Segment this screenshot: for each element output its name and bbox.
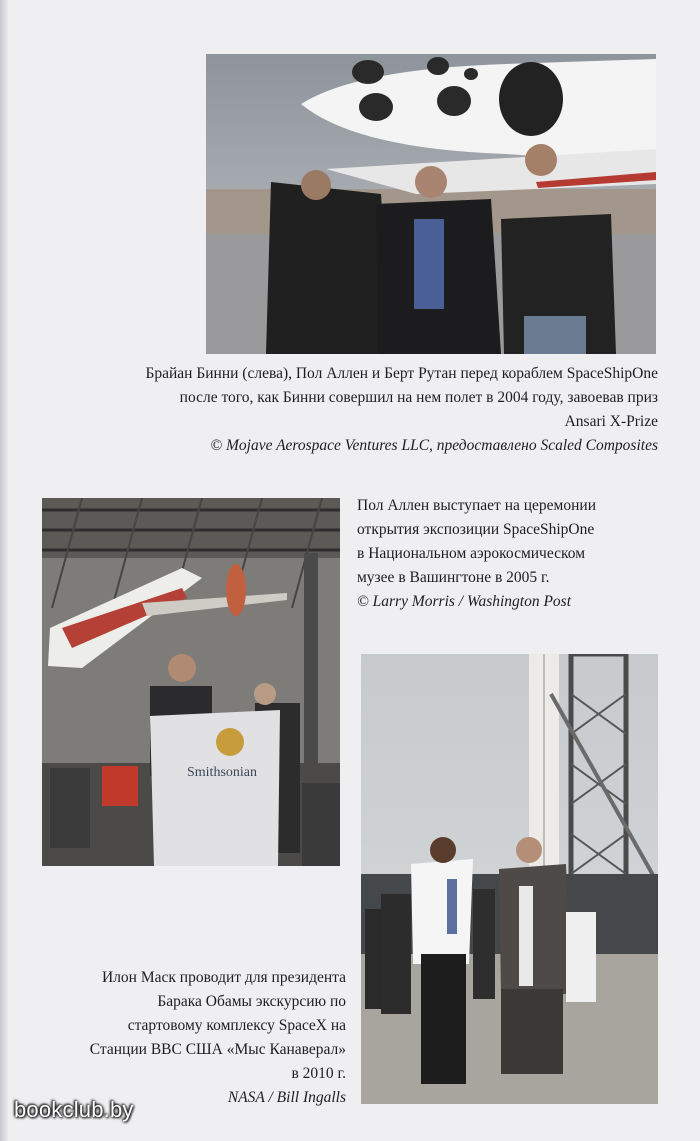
photo3-caption-line: Барака Обамы экскурсию по (157, 993, 346, 1010)
photo2-caption-line: музее в Вашингтоне в 2005 г. (357, 569, 550, 586)
photo2-caption (357, 494, 657, 614)
photo-launch-complex-tour (361, 654, 658, 1104)
page-edge (0, 0, 8, 1141)
photo3-caption-line: стартовому комплексу SpaceX на (127, 1017, 346, 1034)
photo2-caption-line: открытия экспозиции SpaceShipOne (357, 521, 595, 538)
photo-spaceshipone-team (206, 54, 656, 354)
photo3-credit: NASA / Bill Ingalls (227, 1089, 346, 1106)
photo1-caption-line: Брайан Бинни (слева), Пол Аллен и Берт Рутан перед кораблем SpaceShipOne (145, 365, 658, 382)
photo2-credit: © Larry Morris / Washington Post (357, 593, 572, 610)
photo3-caption (30, 966, 346, 1110)
photo3-caption-line: в 2010 г. (291, 1065, 346, 1082)
photo1-caption-line: Ansari X-Prize (564, 413, 658, 430)
photo3-caption-line: Илон Маск проводит для президента (102, 969, 346, 986)
photo3-caption-line: Станции ВВС США «Мыс Канаверал» (89, 1041, 346, 1058)
photo2-caption-line: Пол Аллен выступает на церемонии (357, 497, 596, 514)
photo1-caption-line: после того, как Бинни совершил на нем полет в 2004 году, завоевав приз (179, 389, 658, 406)
photo1-credit: © Mojave Aerospace Ventures LLC, предоставлено Scaled Composites (210, 437, 658, 454)
photo-museum-ceremony (42, 498, 340, 866)
site-watermark: bookclub.by (14, 1097, 134, 1122)
photo2-caption-line: в Национальном аэрокосмическом (357, 545, 585, 562)
podium-sign: Smithsonian (186, 765, 258, 780)
photo1-caption (58, 362, 658, 458)
